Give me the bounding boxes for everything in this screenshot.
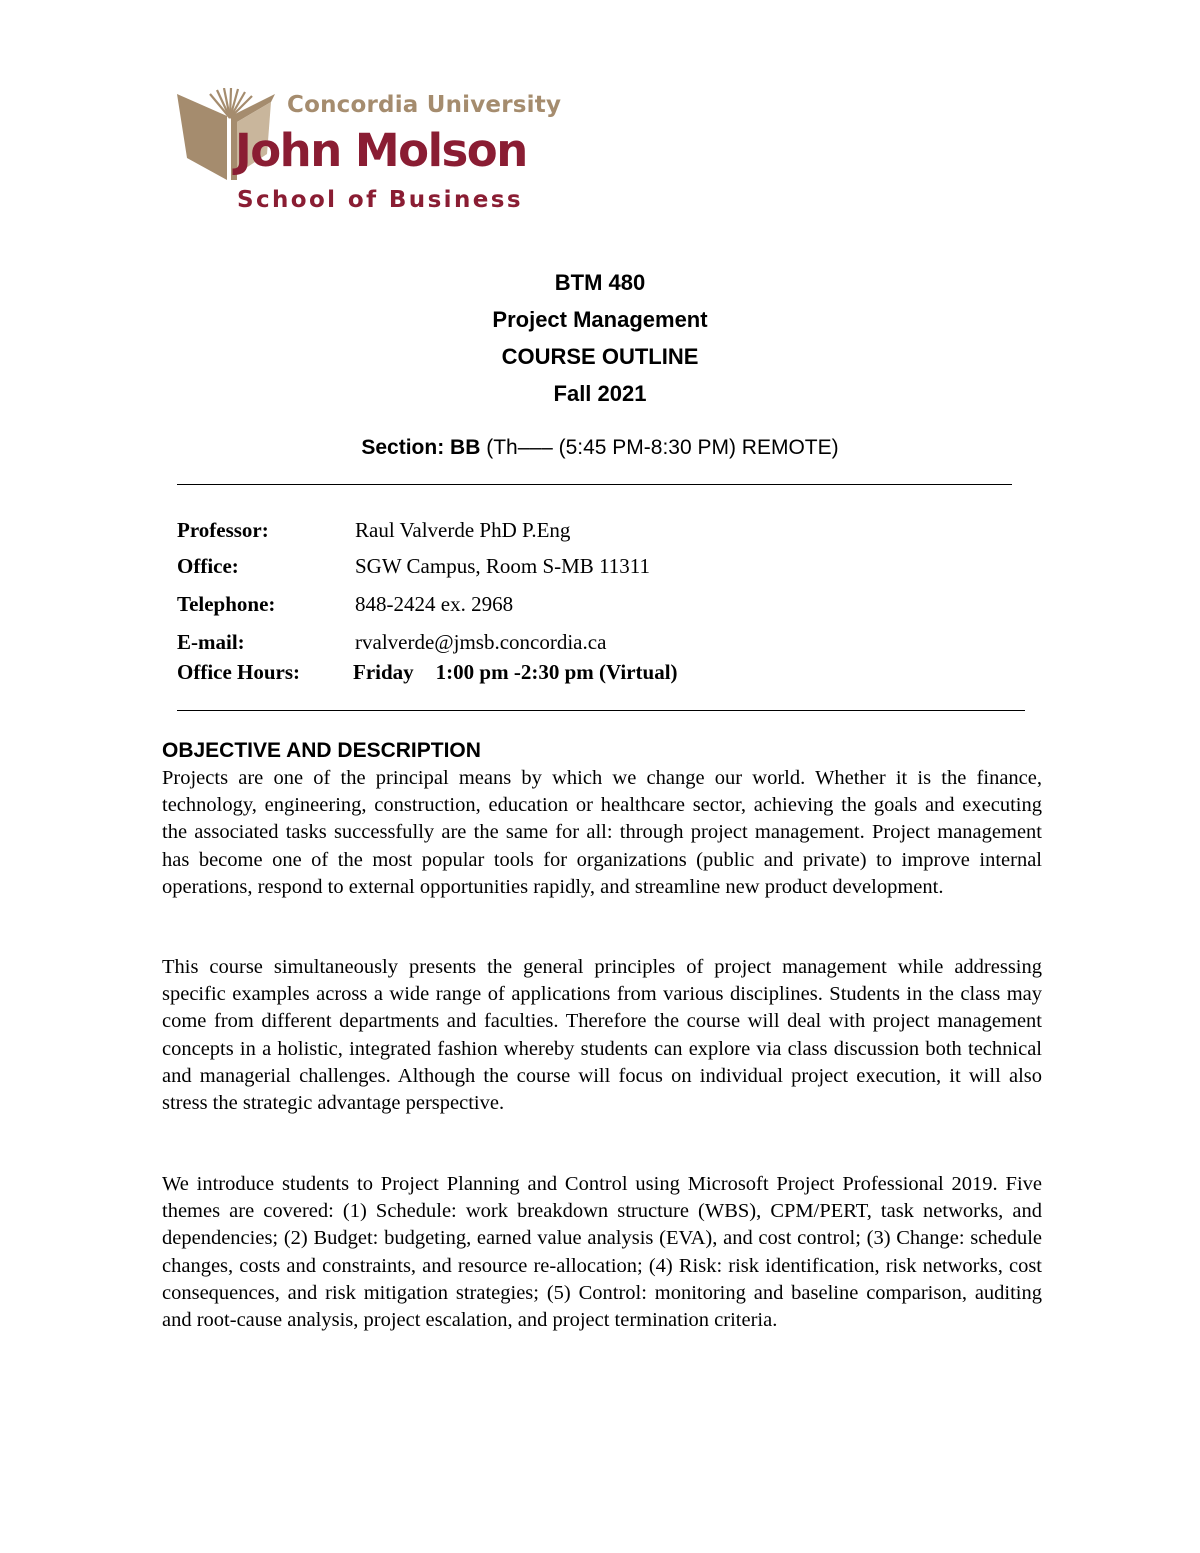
office-hours-time: 1:00 pm -2:30 pm (Virtual) <box>435 660 678 684</box>
logo-university-name: Concordia University <box>287 92 562 118</box>
title-block <box>0 264 1200 412</box>
objective-paragraph-3: We introduce students to Project Planning and Control using Microsoft Project Professional 2019. Five themes are covered: (1) Schedule: work breakdown structure (WBS), CPM/PERT, task networks, and dependencies; (2) Budget: budgeting, earned value analysis (EVA), and cost control; (3) Change: schedule changes, costs and constraints, and resource re-allocation; (4) Risk: risk identification, risk networks, cost consequences, and risk mitigation strategies; (5) Control: monitoring and baseline comparison, auditing and root-cause analysis, project escalation, and project termination criteria. <box>162 1173 1042 1332</box>
top-divider <box>177 484 1012 485</box>
professor-label: Professor: <box>177 518 269 542</box>
email-label: E-mail: <box>177 630 245 654</box>
office-value: SGW Campus, Room S-MB 11311 <box>355 554 651 578</box>
document-type: COURSE OUTLINE <box>501 344 699 369</box>
logo-school-name: John Molson <box>235 124 527 177</box>
objective-paragraph-1: Projects are one of the principal means by which we change our world. Whether it is the finance, technology, engineering, construction, education or healthcare sector, achieving the goals and executing the associated tasks successfully are the same for all: through project management. Project management has become one of the most popular tools for organizations (public and private) to improve internal operations, respond to external opportunities rapidly, and streamline new product development. <box>162 767 1042 898</box>
objective-heading: OBJECTIVE AND DESCRIPTION <box>162 739 481 762</box>
professor-value: Raul Valverde PhD P.Eng <box>355 518 571 542</box>
term: Fall 2021 <box>553 381 647 406</box>
office-hours-day: Friday <box>353 660 414 684</box>
section-label: Section: BB <box>361 436 481 459</box>
section-info <box>0 434 1200 462</box>
office-label: Office: <box>177 554 239 578</box>
bottom-divider <box>177 710 1025 711</box>
logo-school-subtitle: School of Business <box>237 187 523 213</box>
email-value[interactable]: rvalverde@jmsb.concordia.ca <box>355 630 607 654</box>
telephone-label: Telephone: <box>177 592 276 616</box>
university-logo <box>175 88 562 218</box>
course-name: Project Management <box>492 307 708 332</box>
telephone-value: 848-2424 ex. 2968 <box>355 592 514 616</box>
office-hours-value <box>353 658 678 686</box>
section-details: (Th––– (5:45 PM-8:30 PM) REMOTE) <box>480 436 839 459</box>
objective-paragraph-2: This course simultaneously presents the general principles of project management while addressing specific examples across a wide range of applications from various disciplines. Students in the class may come from different departments and faculties. Therefore the course will deal with project management concepts in a holistic, integrated fashion whereby students can explore via class discussion both technical and managerial challenges. Although the course will focus on individual project execution, it will also stress the strategic advantage perspective. <box>162 956 1042 1115</box>
office-hours-label: Office Hours: <box>177 660 301 684</box>
course-code: BTM 480 <box>554 270 646 295</box>
